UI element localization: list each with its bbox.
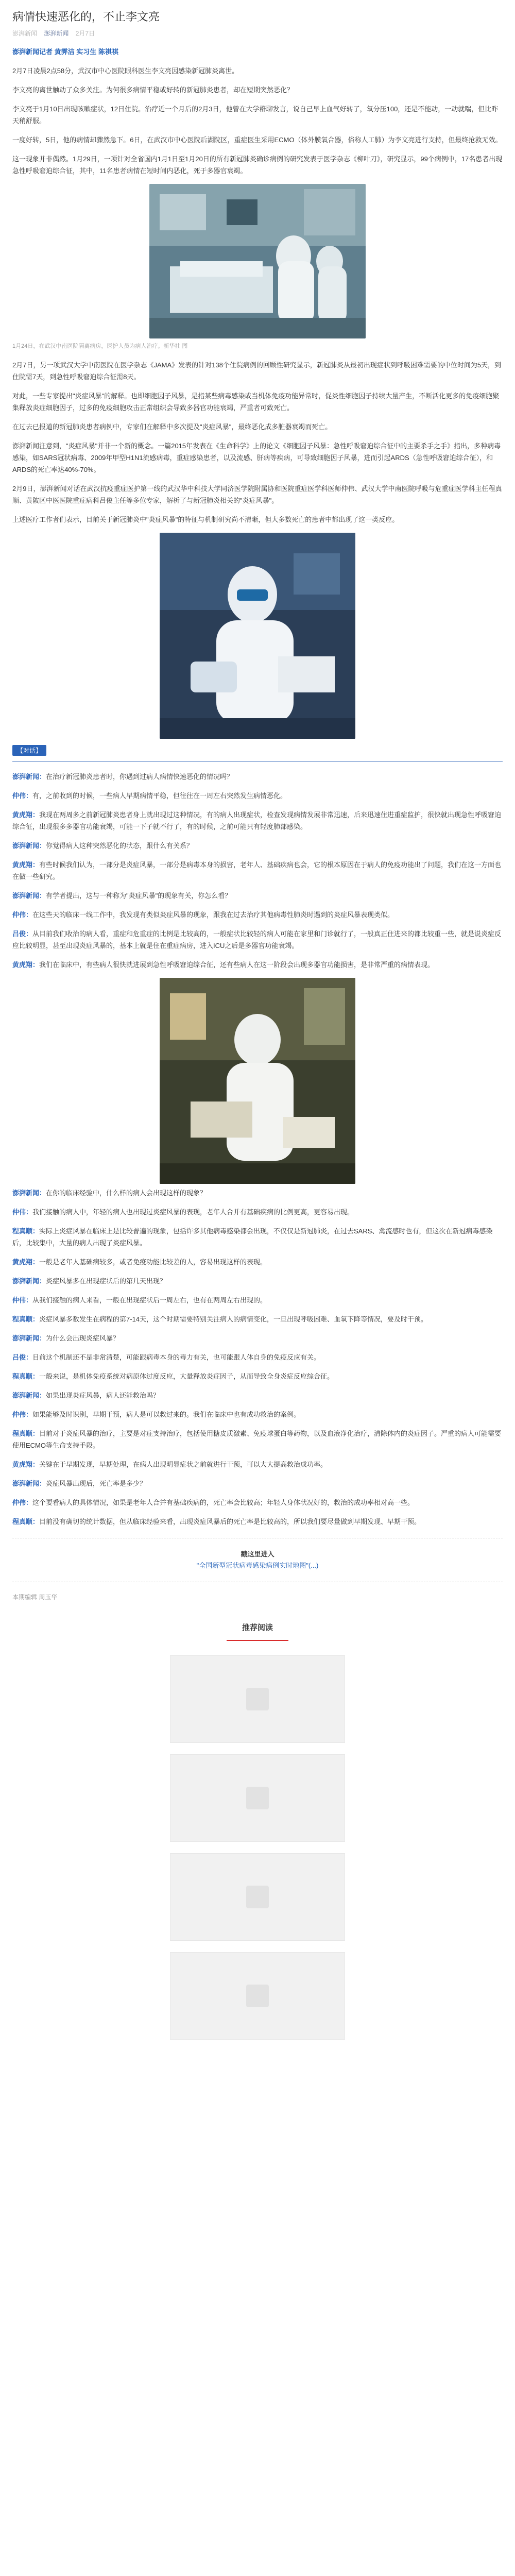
qa-item: 黄虎翔：一般是老年人基础病较多，或者免疫功能比较差的人，容易出现这样的表现。 xyxy=(12,1258,267,1266)
qa-item: 澎湃新闻：炎症风暴多在出现症状后的第几天出现？ xyxy=(12,1277,167,1285)
paragraph: 李文亮于1月10日出现咳嗽症状，12日住院。治疗近一个月后的2月3日，他曾在大学群聊发言，说自己早上血气好转了，氧分压100，还是不能动，一动就喘，但比昨天稍舒服。 xyxy=(12,105,499,125)
qa-item: 程真顺：目前没有确切的统计数据，但从临床经验来看，出现炎症风暴后的死亡率是比较高的，所以我们要尽量做到早期发现、早期干预。 xyxy=(12,1518,421,1526)
medic-photo xyxy=(160,533,355,739)
qa-item: 仲伟：在这些天的临床一线工作中，我发现有类似炎症风暴的现象，跟我在过去治疗其他病毒性肺炎时遇到的炎症风暴表现类似。 xyxy=(12,911,394,919)
recommend-card[interactable] xyxy=(170,1952,345,2040)
qa-item: 吕俊：从目前我们收治的病人看，重症和危重症的比例是比较高的，一般症状比较轻的病人可能在家里和门诊就行了，一般真正住进来的都比较重一些，就是说炎症反应比较明显，甚至出现炎症风暴的，基本上就是住在重症病房，进入ICU之后是多器官功能衰竭。 xyxy=(12,930,502,950)
qa-item: 仲伟：有，之前收到的时候，一些病人早期病情平稳，但往往在一周左右突然发生病情恶化。 xyxy=(12,792,287,800)
qa-item: 黄虎翔：有些时候我们认为，一部分是炎症风暴，一部分是病毒本身的损害，老年人、基础疾病也会，它的根本原因在于病人的免疫功能出了问题，我们在这一方面也在做一些研究。 xyxy=(12,861,502,880)
qa-item: 澎湃新闻：如果出现炎症风暴，病人还能救治吗？ xyxy=(12,1392,160,1399)
qa-item: 澎湃新闻：在你的临床经验中，什么样的病人会出现这样的现象？ xyxy=(12,1189,207,1197)
recommend-title: 推荐阅读 xyxy=(242,1623,273,1632)
paragraph: 这一现象并非偶然。1月29日，一项针对全省国内1月1日至1月20日的所有新冠肺炎确诊病例的研究发表于医学杂志《柳叶刀》，研究显示，99个病例中，17名患者出现急性呼吸窘迫综合征，其中，11名患者病情在短时间内恶化，死于多器官衰竭。 xyxy=(12,155,503,175)
qa-item: 程真顺：实际上炎症风暴在临床上是比较普遍的现象，包括许多其他病毒感染都会出现，不仅仅是新冠肺炎，在过去SARS、禽流感时也有，但这次在新冠病毒感染后，比较集中，大量的病人出现了炎症风暴。 xyxy=(12,1227,493,1247)
qa-section-label: 【对话】 xyxy=(12,745,46,756)
paragraph: 在过去已报道的新冠肺炎患者病例中，专家们在解释中多次提及"炎症风暴"，最终恶化成多脏器衰竭而死亡。 xyxy=(12,423,332,431)
publish-date: 2月7日 xyxy=(75,30,95,37)
paragraph: 澎湃新闻注意到，"炎症风暴"并非一个新的概念。一篇2015年发表在《生命科学》上的论文《细胞因子风暴：急性呼吸窘迫综合征中的主要杀手之手》指出，多种病毒感染，如SARS冠状病毒、2009年甲型H1N1流感病毒，重症感染患者，以及流感、肝病等疾病，可导致细胞因子风暴，进而引起ARDS（急性呼吸窘迫综合征），和ARDS的死亡率达40%-70%。 xyxy=(12,442,501,473)
paragraph: 对此，一些专家提出"炎症风暴"的解释。也即细胞因子风暴，是指某些病毒感染或当机体免疫功能异常时，促炎性细胞因子持续大量产生，不断活化更多的免疫细胞聚集释放炎症细胞因子，过多的免疫细胞攻击正常组织会导致多器官功能衰竭，严重者可致死亡。 xyxy=(12,392,500,412)
account-link[interactable]: 澎湃新闻 xyxy=(44,30,69,37)
qa-item: 仲伟：如果能够及时识别，早期干预，病人是可以救过来的。我们在临床中也有成功救治的案例。 xyxy=(12,1411,301,1418)
paragraph: 2月7日凌晨2点58分，武汉市中心医院眼科医生李文亮因感染新冠肺炎离世。 xyxy=(12,67,239,75)
icu-photo-illustration xyxy=(149,184,366,338)
qa-item: 澎湃新闻：炎症风暴出现后，死亡率是多少？ xyxy=(12,1480,147,1487)
qa-item: 仲伟：这个要看病人的具体情况，如果是老年人合并有基础疾病的，死亡率会比较高；年轻人身体状况好的，救治的成功率相对高一些。 xyxy=(12,1499,415,1506)
article-meta xyxy=(12,29,503,38)
image-placeholder-icon xyxy=(246,1985,269,2007)
qa-item: 澎湃新闻：你觉得病人这种突然恶化的状态，跟什么有关系？ xyxy=(12,842,194,850)
medic-photo-illustration xyxy=(160,533,355,739)
nurse-photo-illustration xyxy=(160,978,355,1184)
paragraph: 一度好转，5日，他的病情却骤然急下。6日，在武汉市中心医院后湖院区，重症医生采用ECMO（体外膜氧合器，俗称人工肺）为李文亮进行支持，但最终抢救无效。 xyxy=(12,136,502,144)
qa-item: 程真顺：目前对于炎症风暴的治疗，主要是对症支持治疗，包括使用糖皮质激素、免疫球蛋白等药物，以及血液净化治疗，清除体内的炎症因子。严重的病人可能需要使用ECMO等生命支持手段。 xyxy=(12,1430,502,1449)
reporter-line: 澎湃新闻记者 黄霁洁 实习生 陈祺祺 xyxy=(12,48,118,56)
paragraph: 2月7日，另一项武汉大学中南医院在医学杂志《JAMA》发表的针对138个住院病例的回顾性研究显示，新冠肺炎从最初出现症状到呼吸困难需要的中位时间为5天，到住院需7天，到急性呼吸窘迫综合征需8天。 xyxy=(12,361,502,381)
more-reading-title: 戳这里进入 xyxy=(241,1550,274,1558)
image-placeholder-icon xyxy=(246,1787,269,1809)
more-reading-link[interactable]: "全国新型冠状病毒感染病例实时地图"(...) xyxy=(196,1562,319,1569)
author: 澎湃新闻 xyxy=(12,30,38,37)
paragraph: 2月9日，澎湃新闻对话在武汉抗疫重症医护第一线的武汉华中科技大学同济医学院附属协和医院重症医学科医师仲伟、武汉大学中南医院呼吸与危重症医学科主任程真顺、黄陂区中医医院重症病科吕俊主任等多位专家，解析了与新冠肺炎相关的"炎症风暴"。 xyxy=(12,485,502,504)
editor-credit: 本期编辑 周玉华 xyxy=(12,1594,58,1601)
image-placeholder-icon xyxy=(246,1688,269,1710)
paragraph: 李文亮的离世触动了众多关注。为何很多病情平稳或好转的新冠肺炎患者，却在短期突然恶化？ xyxy=(12,86,294,94)
qa-item: 程真顺：炎症风暴多数发生在病程的第7-14天，这个时期需要特别关注病人的病情变化，一旦出现呼吸困难、血氧下降等情况，要及时干预。 xyxy=(12,1315,428,1323)
qa-item: 黄虎翔：我们在临床中，有些病人很快就进展到急性呼吸窘迫综合征，还有些病人在这一阶段会出现多器官功能损害，是非常严重的病情表现。 xyxy=(12,961,435,969)
nurse-photo xyxy=(160,978,355,1184)
recommend-underline xyxy=(227,1640,288,1641)
image-placeholder-icon xyxy=(246,1886,269,1908)
paragraph: 上述医疗工作者们表示，目前关于新冠肺炎中"炎症风暴"的特征与机制研究尚不清晰，但大多数死亡的患者中都出现了这一类反应。 xyxy=(12,516,399,523)
qa-item: 仲伟：从我们接触的病人来看，一般在出现症状后一周左右，也有在两周左右出现的。 xyxy=(12,1296,267,1304)
recommend-card[interactable] xyxy=(170,1655,345,1743)
recommend-card[interactable] xyxy=(170,1754,345,1842)
more-reading xyxy=(12,1549,503,1571)
qa-item: 仲伟：我们接触的病人中，年轻的病人也出现过炎症风暴的表现，老年人合并有基础疾病的比例更高，更容易出现。 xyxy=(12,1208,354,1216)
recommend-card[interactable] xyxy=(170,1853,345,1941)
qa-item: 澎湃新闻：有学者提出，这与一种称为"炎症风暴"的现象有关，你怎么看？ xyxy=(12,892,232,900)
qa-item: 黄虎翔：关键在于早期发现，早期处理，在病人出现明显症状之前就进行干预，可以大大提高救治成功率。 xyxy=(12,1461,328,1468)
qa-item: 程真顺：一般来说，是机体免疫系统对病原体过度反应，大量释放炎症因子，从而导致全身炎症反应综合征。 xyxy=(12,1372,334,1380)
qa-item: 澎湃新闻：为什么会出现炎症风暴？ xyxy=(12,1334,120,1342)
icu-photo xyxy=(149,184,366,338)
article-title: 病情快速恶化的，不止李文亮 xyxy=(12,10,160,23)
qa-item: 吕俊：目前这个机制还不是非常清楚，可能跟病毒本身的毒力有关，也可能跟人体自身的免疫反应有关。 xyxy=(12,1353,321,1361)
qa-item: 澎湃新闻：在治疗新冠肺炎患者时，你遇到过病人病情快速恶化的情况吗？ xyxy=(12,773,234,781)
photo-caption: 1月24日，在武汉中南医院隔离病房，医护人员为病人治疗。新华社 图 xyxy=(12,343,188,349)
qa-item: 黄虎翔：我现在两周多之前新冠肺炎患者身上就出现过这种情况，有的病人出现症状，检查发现病情发展非常迅速，后来迅速住进重症监护，很快就出现急性呼吸窘迫综合征，出现很多多器官功能衰竭，可能一下子就不行了，有的时候，之前可能只有轻度肺部感染。 xyxy=(12,811,502,831)
